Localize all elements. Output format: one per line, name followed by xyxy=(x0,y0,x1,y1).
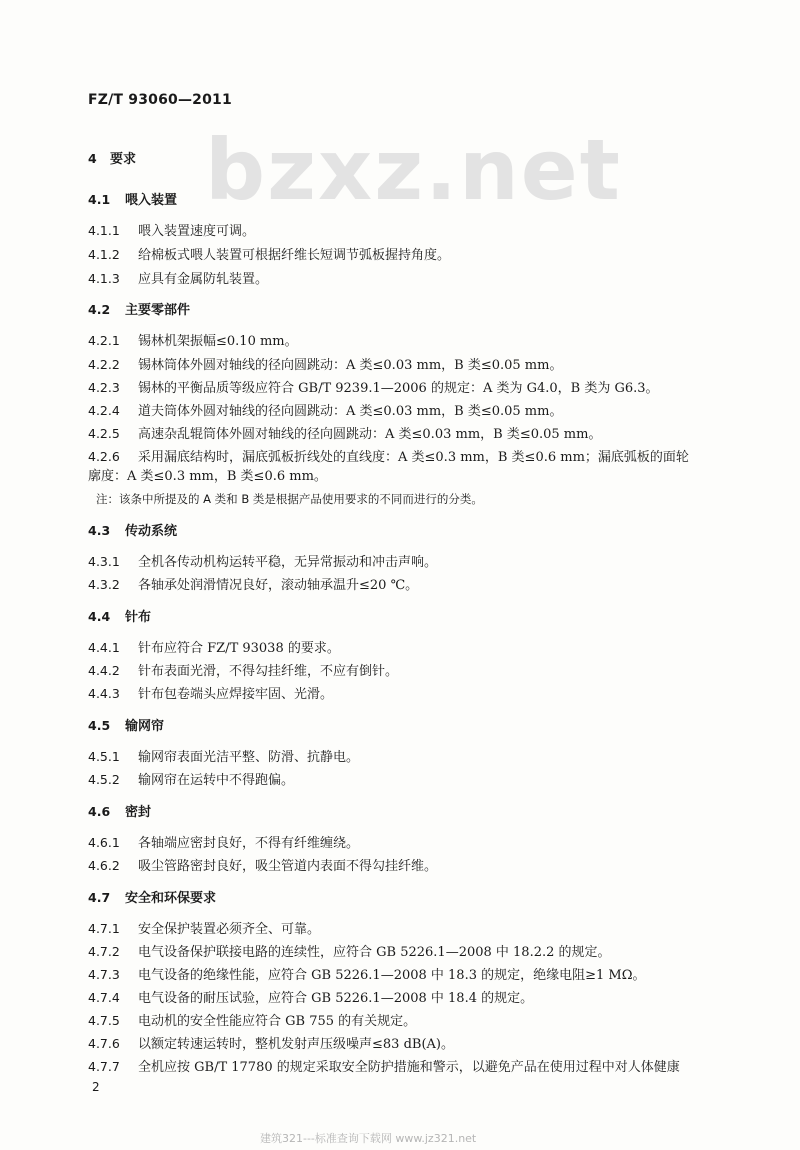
clause-number: 4.7.4 xyxy=(88,990,120,1005)
section-heading-4-7 xyxy=(88,889,216,908)
clause-number: 4.4.2 xyxy=(88,663,120,678)
clause-4-1-1 xyxy=(88,222,255,241)
section-heading-4-3 xyxy=(88,522,177,541)
clause-text: 电气设备的耐压试验，应符合 GB 5226.1—2008 中 18.4 的规定。 xyxy=(138,991,534,1006)
section-heading-4-5 xyxy=(88,717,164,736)
clause-number: 4.6.1 xyxy=(88,835,120,850)
clause-text: 以额定转速运转时，整机发射声压级噪声≤83 dB(A)。 xyxy=(138,1037,454,1052)
clause-4-2-5 xyxy=(88,425,601,444)
clause-number: 4.2.2 xyxy=(88,357,120,372)
clause-text: 全机应按 GB/T 17780 的规定采取安全防护措施和警示，以避免产品在使用过程中对人体健康 xyxy=(138,1060,680,1075)
section-heading-4-4 xyxy=(88,608,151,627)
clause-4-7-1 xyxy=(88,920,320,939)
clause-text: 给棉板式喂人装置可根据纤维长短调节弧板握持角度。 xyxy=(138,248,451,263)
clause-text: 喂入装置速度可调。 xyxy=(138,224,256,239)
clause-4-2-6-continuation: 廓度：A 类≤0.3 mm，B 类≤0.6 mm。 xyxy=(88,469,327,484)
clause-number: 4.5.1 xyxy=(88,749,120,764)
clause-4-7-2 xyxy=(88,943,611,962)
clause-4-2-6 xyxy=(88,448,689,467)
clause-text: 针布包卷端头应焊接牢固、光滑。 xyxy=(138,687,334,702)
clause-4-4-2 xyxy=(88,662,398,681)
clause-4-5-1 xyxy=(88,748,359,767)
clause-4-2-1 xyxy=(88,332,298,351)
clause-number: 4.7.7 xyxy=(88,1059,120,1074)
clause-text: 采用漏底结构时，漏底弧板折线处的直线度：A 类≤0.3 mm，B 类≤0.6 mm；漏底弧板的面轮 xyxy=(138,450,689,465)
clause-number: 4.1.1 xyxy=(88,223,120,238)
section-heading-4-2 xyxy=(88,301,190,320)
clause-4-3-2 xyxy=(88,576,418,595)
section-title: 主要零部件 xyxy=(125,303,191,318)
clause-text: 应具有金属防轧装置。 xyxy=(138,272,269,287)
clause-text: 针布应符合 FZ/T 93038 的要求。 xyxy=(138,641,340,656)
watermark-text: bzxz.net xyxy=(205,121,622,219)
section-heading-4-6 xyxy=(88,803,151,822)
clause-4-7-4 xyxy=(88,989,533,1008)
section-number: 4.6 xyxy=(88,804,111,819)
note-text: 注：该条中所提及的 A 类和 B 类是根据产品使用要求的不同而进行的分类。 xyxy=(96,492,483,506)
section-number: 4.7 xyxy=(88,890,111,905)
clause-text: 输网帘表面光洁平整、防滑、抗静电。 xyxy=(138,750,360,765)
section-title: 喂入装置 xyxy=(125,193,178,208)
section-title: 要求 xyxy=(110,152,137,167)
clause-number: 4.5.2 xyxy=(88,772,120,787)
section-title: 密封 xyxy=(125,805,152,820)
clause-4-2-3 xyxy=(88,379,659,398)
clause-4-4-3 xyxy=(88,685,333,704)
clause-4-5-2 xyxy=(88,771,294,790)
section-title: 针布 xyxy=(125,610,152,625)
clause-number: 4.4.1 xyxy=(88,640,120,655)
clause-text: 高速杂乱辊筒体外圆对轴线的径向圆跳动：A 类≤0.03 mm，B 类≤0.05 mm。 xyxy=(138,427,602,442)
clause-number: 4.7.2 xyxy=(88,944,120,959)
clause-number: 4.7.6 xyxy=(88,1036,120,1051)
clause-text: 针布表面光滑，不得勾挂纤维，不应有倒针。 xyxy=(138,664,399,679)
clause-number: 4.2.6 xyxy=(88,449,120,464)
clause-4-7-3 xyxy=(88,966,646,985)
clause-text: 安全保护装置必须齐全、可靠。 xyxy=(138,922,321,937)
clause-text: 道夫筒体外圆对轴线的径向圆跳动：A 类≤0.03 mm，B 类≤0.05 mm。 xyxy=(138,404,563,419)
section-number: 4.4 xyxy=(88,609,111,624)
clause-text: 电动机的安全性能应符合 GB 755 的有关规定。 xyxy=(138,1014,417,1029)
footer-watermark: 建筑321---标准查询下载网 www.jz321.net xyxy=(260,1132,477,1145)
section-heading-4-1 xyxy=(88,191,177,210)
section-title: 输网帘 xyxy=(125,719,165,734)
clause-4-7-7 xyxy=(88,1058,680,1077)
section-title: 安全和环保要求 xyxy=(125,891,217,906)
clause-number: 4.7.1 xyxy=(88,921,120,936)
clause-4-4-1 xyxy=(88,639,340,658)
clause-4-6-2 xyxy=(88,857,437,876)
section-number: 4.2 xyxy=(88,302,111,317)
clause-text: 电气设备的绝缘性能，应符合 GB 5226.1—2008 中 18.3 的规定，绝缘电阻≥1 MΩ。 xyxy=(138,968,646,983)
clause-number: 4.1.2 xyxy=(88,247,120,262)
clause-text: 各轴端应密封良好，不得有纤维缠绕。 xyxy=(138,836,360,851)
page-number: 2 xyxy=(92,1080,100,1094)
section-number: 4 xyxy=(88,151,97,166)
clause-number: 4.7.5 xyxy=(88,1013,120,1028)
clause-number: 4.2.4 xyxy=(88,403,120,418)
section-heading-4 xyxy=(88,150,136,169)
clause-text: 各轴承处润滑情况良好，滚动轴承温升≤20 ℃。 xyxy=(138,578,419,593)
clause-number: 4.1.3 xyxy=(88,271,120,286)
section-title: 传动系统 xyxy=(125,524,178,539)
section-number: 4.1 xyxy=(88,192,111,207)
clause-text: 电气设备保护联接电路的连续性，应符合 GB 5226.1—2008 中 18.2.2 的规定。 xyxy=(138,945,611,960)
clause-text: 输网帘在运转中不得跑偏。 xyxy=(138,773,295,788)
standard-code: FZ/T 93060—2011 xyxy=(88,92,232,108)
clause-text: 锡林筒体外圆对轴线的径向圆跳动：A 类≤0.03 mm，B 类≤0.05 mm。 xyxy=(138,358,563,373)
clause-number: 4.3.1 xyxy=(88,554,120,569)
section-number: 4.5 xyxy=(88,718,111,733)
clause-number: 4.7.3 xyxy=(88,967,120,982)
clause-number: 4.2.3 xyxy=(88,380,120,395)
clause-number: 4.2.5 xyxy=(88,426,120,441)
clause-4-7-6 xyxy=(88,1035,454,1054)
clause-number: 4.6.2 xyxy=(88,858,120,873)
clause-text: 锡林机架振幅≤0.10 mm。 xyxy=(138,334,298,349)
clause-number: 4.2.1 xyxy=(88,333,120,348)
clause-number: 4.4.3 xyxy=(88,686,120,701)
clause-4-1-2 xyxy=(88,246,450,265)
clause-text: 全机各传动机构运转平稳，无异常振动和冲击声响。 xyxy=(138,555,438,570)
clause-4-6-1 xyxy=(88,834,359,853)
clause-number: 4.3.2 xyxy=(88,577,120,592)
clause-text: 吸尘管路密封良好，吸尘管道内表面不得勾挂纤维。 xyxy=(138,859,438,874)
section-number: 4.3 xyxy=(88,523,111,538)
clause-text: 锡林的平衡品质等级应符合 GB/T 9239.1—2006 的规定：A 类为 G4.0，B 类为 G6.3。 xyxy=(138,381,659,396)
clause-4-7-5 xyxy=(88,1012,416,1031)
clause-4-2-2 xyxy=(88,356,562,375)
clause-4-1-3 xyxy=(88,270,268,289)
clause-4-3-1 xyxy=(88,553,437,572)
clause-4-2-4 xyxy=(88,402,562,421)
